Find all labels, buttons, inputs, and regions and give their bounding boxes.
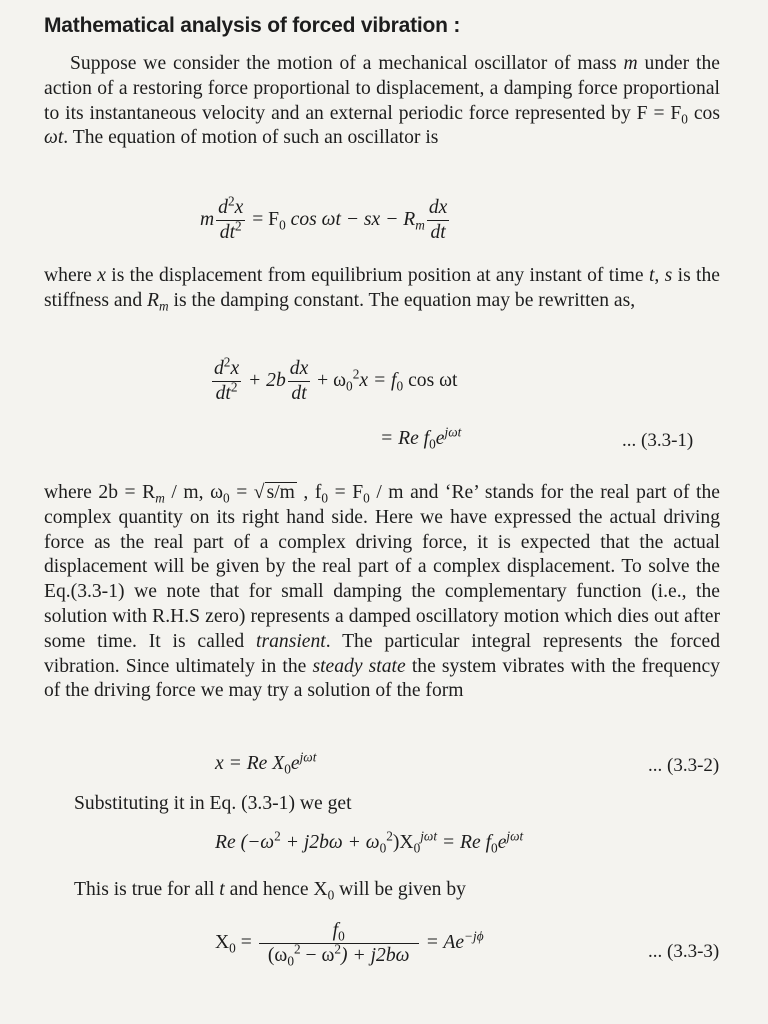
subscript: 0 [491, 840, 498, 856]
text: d [218, 197, 228, 218]
text: is the damping constant. The equation may be rewritten as, [168, 289, 636, 311]
text: + j2bω + ω [280, 832, 380, 853]
text: x = f [359, 370, 397, 391]
text: = Re f [380, 428, 430, 449]
text: / m, ω [164, 482, 223, 503]
text: e [290, 753, 300, 774]
text: = [235, 932, 252, 953]
subscript: 0 [327, 887, 335, 903]
text: dt [219, 222, 236, 243]
equation-number: ... (3.3-2) [648, 755, 720, 776]
superscript: 2 [230, 379, 238, 395]
superscript: 2 [293, 941, 301, 957]
fraction [427, 197, 450, 244]
text: This is true for all [74, 879, 220, 900]
text: dx [289, 358, 309, 379]
sqrt-term: s/m [266, 482, 295, 503]
term-steady-state: steady state [312, 655, 406, 677]
equation-motion [200, 193, 451, 244]
equation-trial-solution [215, 749, 317, 777]
superscript: −jϕ [464, 928, 484, 944]
subscript: 0 [229, 940, 236, 956]
equation-rewritten [210, 354, 458, 405]
equation-number: ... (3.3-3) [648, 941, 720, 962]
var-t: t [648, 265, 655, 286]
subscript: 0 [413, 840, 421, 856]
var-m: m [200, 209, 215, 230]
text: )X [392, 832, 414, 853]
var-t: t [219, 879, 225, 900]
superscript: 2 [274, 828, 281, 844]
equation-complex [380, 424, 462, 452]
subscript: 0 [279, 217, 286, 233]
text: f [332, 920, 339, 941]
text: . The equation of motion of such an oscillator is [63, 127, 439, 149]
text: F = F [636, 102, 682, 124]
text: , [654, 265, 665, 286]
text: dt [291, 383, 307, 404]
text: the system vibrates with the frequency of the driving force we may try a solution of the form [44, 655, 720, 702]
term-transient: transient [256, 630, 326, 652]
text: dx [428, 197, 448, 218]
subscript: 0 [379, 840, 387, 856]
text: is the stiffness and [44, 265, 720, 311]
subscript: 0 [287, 953, 294, 969]
text: will be given by [334, 879, 466, 900]
text: cos [687, 102, 720, 124]
section-heading: Mathematical analysis of forced vibration : [44, 14, 461, 37]
var-s: s [664, 265, 673, 286]
text: + 2b [243, 370, 286, 391]
superscript: jωt [299, 749, 317, 765]
text: . The particular integral represents the forced vibration. Since ultimately in the [44, 630, 720, 677]
var-x: x [97, 265, 106, 286]
superscript: 2 [227, 193, 235, 209]
text: x [230, 358, 240, 379]
text: dt [215, 383, 231, 404]
subscript: 0 [429, 436, 436, 452]
text: ) + j2bω [341, 945, 410, 966]
text: under the action of a restoring force proportional to displacement, a damping force proportional to its instantaneous velocity and an external periodic force represented by [44, 53, 720, 124]
line-substituting: Substituting it in Eq. (3.3-1) we get [74, 793, 352, 814]
superscript: 2 [386, 828, 393, 844]
text: (ω [267, 945, 288, 966]
text: = F [328, 482, 364, 503]
superscript: 2 [223, 354, 231, 370]
subscript: 0 [681, 111, 688, 127]
subscript: 0 [284, 761, 291, 777]
text: x = Re X [215, 753, 285, 774]
superscript: jωt [420, 828, 438, 844]
var-m: m [623, 53, 638, 74]
text: x [234, 197, 244, 218]
text: − ω [300, 945, 335, 966]
text: dt [430, 222, 446, 243]
fraction [259, 920, 419, 967]
subscript: 0 [396, 378, 404, 394]
superscript: 2 [334, 941, 342, 957]
text: / m and ‘Re’ stands for the real part of the complex quantity on its right hand side. Here we have expressed the actual driving force as the real part of a complex driving force, it is expected that the actual displacement will be given by the real part of a complex displacement. To solve the Eq.(3.3-1) we note that for small damping the complementary function (i.e., the solution with R.H.S zero) represents a damped oscillatory motion which dies out after some time. It is called [44, 482, 720, 652]
text: and hence X [224, 879, 328, 900]
text: = F [247, 209, 280, 230]
text: = Re f [437, 832, 492, 853]
subscript: 0 [363, 490, 370, 506]
subscript: 0 [321, 490, 329, 506]
superscript: 2 [235, 218, 242, 234]
superscript: jωt [444, 424, 462, 440]
subscript: 0 [338, 928, 345, 944]
equation-number: ... (3.3-1) [622, 430, 694, 451]
paragraph-explanation: where $2b = R_m / m$, $\omega_0$ = √ s/m , $f_0 = F_0 / m$ and ‘Re’ stands for the real part of the complex quantity on its right hand side. Here we have expressed the actual driving force as the real part of a complex driving force, it is expected that the actual displacement will be given by the real part of a complex displacement. To solve the Eq.(3.3-1) we note that for small damping the complementary function (i.e., the solution with R.H.S zero) represents a damped oscillatory motion which dies out after some time. It is called transient. The particular integral represents the forced vibration. Since ultimately in the steady state the system vibrates with the frequency of the driving force we may try a solution of the form [44, 482, 720, 702]
subscript: 0 [346, 378, 353, 394]
fraction [288, 358, 311, 405]
subscript: m [415, 217, 425, 233]
text: e [435, 428, 445, 449]
subscript: 0 [222, 490, 230, 506]
text: Suppose we consider the motion of a mechanical oscillator of mass [70, 53, 624, 74]
var-omega-t: ωt [44, 127, 64, 149]
fraction [216, 193, 245, 244]
text: d [214, 358, 224, 379]
var-R: R [147, 289, 160, 311]
text: cos ωt [403, 370, 458, 391]
text: is the displacement from equilibrium position at any instant of time [105, 265, 649, 286]
equation-substituted [215, 828, 524, 856]
line-conclusion [74, 878, 714, 903]
text: = Ae [425, 932, 465, 953]
text: + ω [312, 370, 347, 391]
text: , f [296, 482, 322, 503]
text: where [44, 265, 98, 286]
paragraph-definitions [44, 264, 720, 314]
text: = [229, 482, 254, 503]
text: Re (−ω [215, 832, 275, 853]
text: cos ωt − sx − R [285, 209, 416, 230]
text: where 2b = R [44, 482, 156, 503]
paragraph-intro [44, 52, 720, 151]
subscript: m [159, 298, 169, 314]
fraction [212, 354, 241, 405]
text: X [215, 932, 230, 953]
equation-amplitude [215, 920, 484, 967]
superscript: jωt [506, 828, 524, 844]
superscript: 2 [352, 366, 360, 382]
text: e [497, 832, 507, 853]
subscript: m [155, 490, 165, 506]
